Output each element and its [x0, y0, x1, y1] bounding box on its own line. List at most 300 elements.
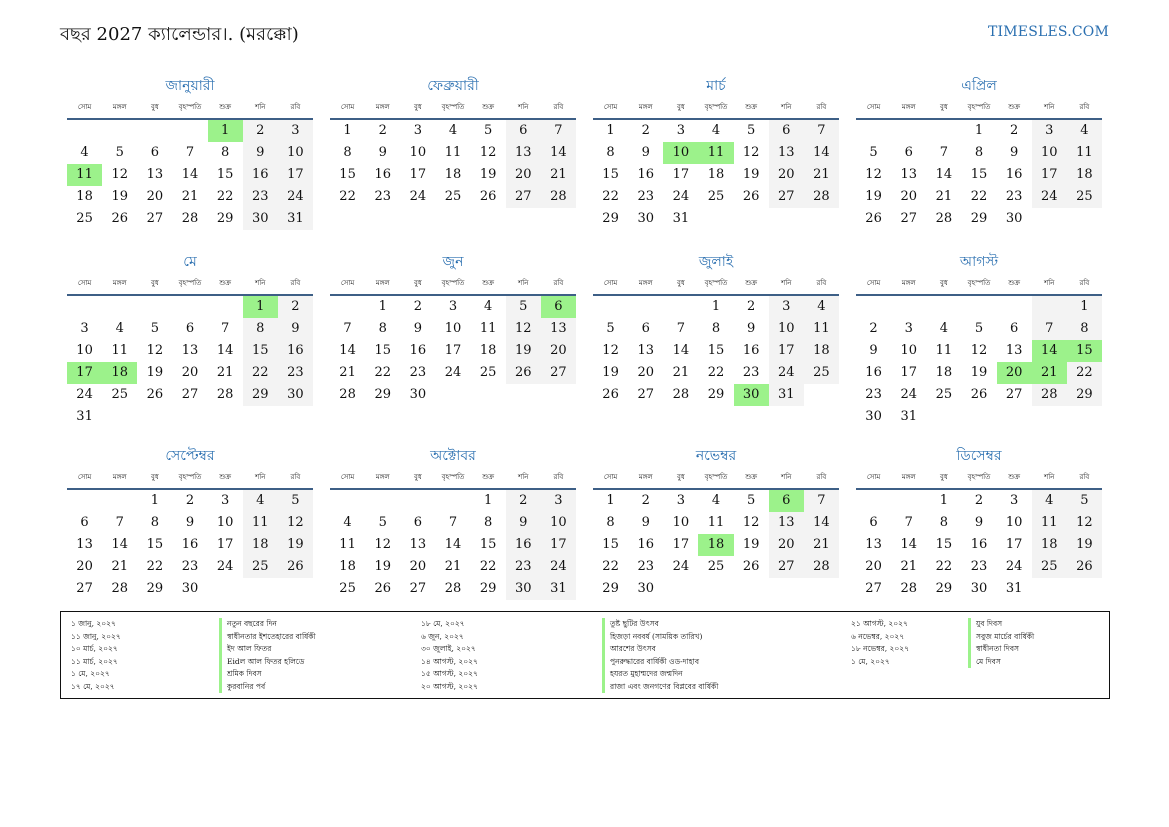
- day-cell[interactable]: 15: [374, 343, 391, 358]
- day-cell[interactable]: 25: [243, 556, 278, 578]
- day-cell[interactable]: 25: [1067, 186, 1102, 208]
- day-cell[interactable]: 20: [769, 534, 804, 556]
- day-cell[interactable]: 10: [278, 142, 313, 164]
- day-cell[interactable]: 20: [865, 559, 882, 574]
- day-cell[interactable]: 22: [1067, 362, 1102, 384]
- day-cell[interactable]: 31: [76, 409, 93, 424]
- day-cell[interactable]: 28: [935, 211, 953, 226]
- day-cell[interactable]: 19: [111, 189, 128, 204]
- day-cell[interactable]: 5: [115, 145, 124, 160]
- day-cell[interactable]: 12: [506, 318, 541, 340]
- day-cell[interactable]: 24: [216, 559, 234, 574]
- day-cell[interactable]: 18: [804, 340, 839, 362]
- day-cell[interactable]: 27: [181, 387, 199, 402]
- day-cell[interactable]: 1: [711, 299, 721, 314]
- day-cell[interactable]: 21: [216, 365, 234, 380]
- day-cell[interactable]: 27: [900, 211, 917, 226]
- day-cell[interactable]: 5: [974, 321, 984, 336]
- day-cell[interactable]: 24: [409, 189, 427, 204]
- day-cell[interactable]: 13: [900, 167, 917, 182]
- day-cell[interactable]: 6: [506, 120, 541, 142]
- day-cell[interactable]: 27: [541, 362, 576, 384]
- day-cell[interactable]: 17: [769, 340, 804, 362]
- day-cell[interactable]: 4: [483, 299, 493, 314]
- day-cell[interactable]: 16: [278, 340, 313, 362]
- day-cell[interactable]: 12: [602, 343, 619, 358]
- day-cell[interactable]: 23: [637, 189, 654, 204]
- day-cell[interactable]: 25: [339, 581, 356, 596]
- day-cell[interactable]: 5: [869, 145, 878, 160]
- day-cell[interactable]: 7: [676, 321, 685, 336]
- day-cell[interactable]: 4: [115, 321, 124, 336]
- day-cell[interactable]: 4: [711, 123, 721, 138]
- day-cell[interactable]: 22: [970, 189, 988, 204]
- day-cell[interactable]: 18: [444, 167, 462, 182]
- day-cell[interactable]: 10: [541, 512, 576, 534]
- day-cell[interactable]: 2: [243, 120, 278, 142]
- day-cell[interactable]: 30: [637, 581, 654, 596]
- day-cell[interactable]: 5: [1067, 490, 1102, 512]
- day-cell[interactable]: 26: [1067, 556, 1102, 578]
- day-cell[interactable]: 8: [343, 145, 352, 160]
- day-cell[interactable]: 18: [707, 167, 725, 182]
- day-cell[interactable]: 28: [111, 581, 128, 596]
- day-cell[interactable]: 10: [216, 515, 234, 530]
- day-cell[interactable]: 2: [869, 321, 878, 336]
- holiday-day-cell[interactable]: 6: [769, 490, 804, 512]
- day-cell[interactable]: 3: [220, 493, 230, 508]
- day-cell[interactable]: 28: [804, 556, 839, 578]
- day-cell[interactable]: 31: [769, 384, 804, 406]
- day-cell[interactable]: 5: [378, 515, 387, 530]
- day-cell[interactable]: 21: [444, 559, 462, 574]
- day-cell[interactable]: 19: [479, 167, 497, 182]
- day-cell[interactable]: 23: [409, 365, 427, 380]
- day-cell[interactable]: 11: [1032, 512, 1067, 534]
- day-cell[interactable]: 18: [1067, 164, 1102, 186]
- day-cell[interactable]: 13: [637, 343, 654, 358]
- day-cell[interactable]: 4: [448, 123, 458, 138]
- day-cell[interactable]: 29: [243, 384, 278, 406]
- day-cell[interactable]: 6: [185, 321, 195, 336]
- day-cell[interactable]: 15: [243, 340, 278, 362]
- holiday-day-cell[interactable]: 30: [734, 384, 769, 406]
- day-cell[interactable]: 15: [707, 343, 725, 358]
- day-cell[interactable]: 24: [278, 186, 313, 208]
- day-cell[interactable]: 31: [278, 208, 313, 230]
- day-cell[interactable]: 17: [900, 365, 917, 380]
- day-cell[interactable]: 9: [974, 515, 984, 530]
- day-cell[interactable]: 21: [935, 189, 953, 204]
- day-cell[interactable]: 12: [970, 343, 988, 358]
- day-cell[interactable]: 19: [865, 189, 882, 204]
- day-cell[interactable]: 6: [413, 515, 422, 530]
- day-cell[interactable]: 17: [672, 167, 690, 182]
- day-cell[interactable]: 11: [111, 343, 128, 358]
- day-cell[interactable]: 15: [339, 167, 356, 182]
- day-cell[interactable]: 9: [243, 142, 278, 164]
- day-cell[interactable]: 24: [672, 559, 690, 574]
- day-cell[interactable]: 17: [278, 164, 313, 186]
- day-cell[interactable]: 22: [602, 189, 619, 204]
- day-cell[interactable]: 30: [506, 578, 541, 600]
- day-cell[interactable]: 1: [1067, 296, 1102, 318]
- day-cell[interactable]: 27: [769, 556, 804, 578]
- day-cell[interactable]: 9: [869, 343, 878, 358]
- day-cell[interactable]: 4: [1067, 120, 1102, 142]
- day-cell[interactable]: 28: [900, 581, 917, 596]
- day-cell[interactable]: 13: [1005, 343, 1023, 358]
- day-cell[interactable]: 28: [181, 211, 199, 226]
- day-cell[interactable]: 19: [1067, 534, 1102, 556]
- day-cell[interactable]: 22: [479, 559, 497, 574]
- day-cell[interactable]: 10: [1005, 515, 1023, 530]
- day-cell[interactable]: 28: [804, 186, 839, 208]
- day-cell[interactable]: 9: [413, 321, 422, 336]
- day-cell[interactable]: 15: [602, 167, 619, 182]
- day-cell[interactable]: 9: [185, 515, 195, 530]
- day-cell[interactable]: 25: [479, 365, 497, 380]
- day-cell[interactable]: 30: [181, 581, 199, 596]
- day-cell[interactable]: 21: [111, 559, 128, 574]
- day-cell[interactable]: 19: [970, 365, 988, 380]
- day-cell[interactable]: 14: [900, 537, 917, 552]
- day-cell[interactable]: 8: [220, 145, 230, 160]
- day-cell[interactable]: 20: [76, 559, 93, 574]
- day-cell[interactable]: 4: [804, 296, 839, 318]
- day-cell[interactable]: 20: [146, 189, 164, 204]
- day-cell[interactable]: 16: [970, 537, 988, 552]
- day-cell[interactable]: 6: [1009, 321, 1019, 336]
- day-cell[interactable]: 10: [444, 321, 462, 336]
- day-cell[interactable]: 25: [707, 189, 725, 204]
- day-cell[interactable]: 24: [1032, 186, 1067, 208]
- day-cell[interactable]: 31: [900, 409, 917, 424]
- day-cell[interactable]: 24: [444, 365, 462, 380]
- day-cell[interactable]: 2: [278, 296, 313, 318]
- day-cell[interactable]: 7: [804, 490, 839, 512]
- day-cell[interactable]: 19: [146, 365, 164, 380]
- day-cell[interactable]: 9: [641, 515, 650, 530]
- day-cell[interactable]: 15: [216, 167, 234, 182]
- day-cell[interactable]: 15: [935, 537, 953, 552]
- day-cell[interactable]: 28: [216, 387, 234, 402]
- day-cell[interactable]: 11: [1067, 142, 1102, 164]
- day-cell[interactable]: 8: [606, 515, 615, 530]
- day-cell[interactable]: 18: [479, 343, 497, 358]
- day-cell[interactable]: 29: [1067, 384, 1102, 406]
- day-cell[interactable]: 5: [150, 321, 159, 336]
- day-cell[interactable]: 29: [602, 581, 619, 596]
- day-cell[interactable]: 9: [746, 321, 756, 336]
- day-cell[interactable]: 23: [181, 559, 199, 574]
- day-cell[interactable]: 10: [409, 145, 427, 160]
- day-cell[interactable]: 15: [146, 537, 164, 552]
- day-cell[interactable]: 22: [146, 559, 164, 574]
- day-cell[interactable]: 27: [637, 387, 654, 402]
- day-cell[interactable]: 11: [935, 343, 953, 358]
- day-cell[interactable]: 23: [243, 186, 278, 208]
- day-cell[interactable]: 20: [181, 365, 199, 380]
- day-cell[interactable]: 30: [637, 211, 654, 226]
- day-cell[interactable]: 12: [479, 145, 497, 160]
- day-cell[interactable]: 24: [900, 387, 917, 402]
- day-cell[interactable]: 12: [278, 512, 313, 534]
- day-cell[interactable]: 8: [974, 145, 984, 160]
- day-cell[interactable]: 30: [970, 581, 988, 596]
- day-cell[interactable]: 18: [243, 534, 278, 556]
- day-cell[interactable]: 27: [865, 581, 882, 596]
- day-cell[interactable]: 23: [1005, 189, 1023, 204]
- day-cell[interactable]: 23: [637, 559, 654, 574]
- day-cell[interactable]: 22: [374, 365, 391, 380]
- day-cell[interactable]: 17: [444, 343, 462, 358]
- day-cell[interactable]: 20: [506, 164, 541, 186]
- day-cell[interactable]: 14: [444, 537, 462, 552]
- day-cell[interactable]: 2: [974, 493, 984, 508]
- day-cell[interactable]: 26: [506, 362, 541, 384]
- day-cell[interactable]: 6: [769, 120, 804, 142]
- day-cell[interactable]: 17: [216, 537, 234, 552]
- holiday-day-cell[interactable]: 1: [208, 120, 243, 142]
- day-cell[interactable]: 17: [672, 537, 690, 552]
- day-cell[interactable]: 25: [707, 559, 725, 574]
- day-cell[interactable]: 12: [374, 537, 391, 552]
- day-cell[interactable]: 1: [606, 493, 615, 508]
- day-cell[interactable]: 15: [602, 537, 619, 552]
- day-cell[interactable]: 21: [181, 189, 199, 204]
- day-cell[interactable]: 4: [243, 490, 278, 512]
- day-cell[interactable]: 1: [378, 299, 387, 314]
- day-cell[interactable]: 1: [939, 493, 948, 508]
- day-cell[interactable]: 21: [804, 534, 839, 556]
- day-cell[interactable]: 30: [278, 384, 313, 406]
- day-cell[interactable]: 1: [974, 123, 984, 138]
- day-cell[interactable]: 8: [378, 321, 387, 336]
- day-cell[interactable]: 3: [80, 321, 89, 336]
- day-cell[interactable]: 12: [111, 167, 128, 182]
- day-cell[interactable]: 14: [339, 343, 356, 358]
- day-cell[interactable]: 23: [374, 189, 391, 204]
- day-cell[interactable]: 20: [409, 559, 427, 574]
- day-cell[interactable]: 11: [444, 145, 462, 160]
- day-cell[interactable]: 29: [374, 387, 391, 402]
- day-cell[interactable]: 15: [479, 537, 497, 552]
- holiday-day-cell[interactable]: 11: [698, 142, 733, 164]
- day-cell[interactable]: 13: [76, 537, 93, 552]
- day-cell[interactable]: 11: [339, 537, 356, 552]
- day-cell[interactable]: 7: [220, 321, 230, 336]
- day-cell[interactable]: 11: [804, 318, 839, 340]
- day-cell[interactable]: 8: [150, 515, 159, 530]
- day-cell[interactable]: 27: [146, 211, 164, 226]
- day-cell[interactable]: 2: [1009, 123, 1019, 138]
- day-cell[interactable]: 29: [935, 581, 953, 596]
- day-cell[interactable]: 3: [448, 299, 458, 314]
- day-cell[interactable]: 6: [150, 145, 159, 160]
- holiday-day-cell[interactable]: 18: [698, 534, 733, 556]
- day-cell[interactable]: 28: [541, 186, 576, 208]
- day-cell[interactable]: 8: [711, 321, 721, 336]
- holiday-day-cell[interactable]: 6: [541, 296, 576, 318]
- day-cell[interactable]: 28: [1032, 384, 1067, 406]
- day-cell[interactable]: 29: [216, 211, 234, 226]
- holiday-day-cell[interactable]: 17: [67, 362, 102, 384]
- day-cell[interactable]: 30: [409, 387, 427, 402]
- day-cell[interactable]: 21: [541, 164, 576, 186]
- day-cell[interactable]: 21: [672, 365, 690, 380]
- day-cell[interactable]: 4: [80, 145, 89, 160]
- day-cell[interactable]: 13: [181, 343, 199, 358]
- day-cell[interactable]: 24: [76, 387, 93, 402]
- day-cell[interactable]: 12: [146, 343, 164, 358]
- day-cell[interactable]: 1: [150, 493, 159, 508]
- holiday-day-cell[interactable]: 15: [1067, 340, 1102, 362]
- day-cell[interactable]: 3: [1032, 120, 1067, 142]
- day-cell[interactable]: 22: [243, 362, 278, 384]
- day-cell[interactable]: 2: [641, 493, 650, 508]
- day-cell[interactable]: 6: [80, 515, 89, 530]
- day-cell[interactable]: 12: [742, 515, 760, 530]
- day-cell[interactable]: 5: [746, 493, 756, 508]
- day-cell[interactable]: 21: [900, 559, 917, 574]
- day-cell[interactable]: 23: [865, 387, 882, 402]
- day-cell[interactable]: 26: [111, 211, 128, 226]
- day-cell[interactable]: 9: [378, 145, 387, 160]
- day-cell[interactable]: 25: [804, 362, 839, 384]
- day-cell[interactable]: 13: [409, 537, 427, 552]
- day-cell[interactable]: 15: [970, 167, 988, 182]
- day-cell[interactable]: 6: [904, 145, 913, 160]
- day-cell[interactable]: 18: [339, 559, 356, 574]
- day-cell[interactable]: 1: [483, 493, 493, 508]
- day-cell[interactable]: 10: [672, 515, 690, 530]
- day-cell[interactable]: 26: [479, 189, 497, 204]
- day-cell[interactable]: 23: [742, 365, 760, 380]
- day-cell[interactable]: 2: [641, 123, 650, 138]
- day-cell[interactable]: 22: [216, 189, 234, 204]
- day-cell[interactable]: 11: [479, 321, 497, 336]
- day-cell[interactable]: 14: [216, 343, 234, 358]
- day-cell[interactable]: 25: [935, 387, 953, 402]
- day-cell[interactable]: 9: [506, 512, 541, 534]
- day-cell[interactable]: 27: [769, 186, 804, 208]
- day-cell[interactable]: 30: [865, 409, 882, 424]
- day-cell[interactable]: 25: [111, 387, 128, 402]
- day-cell[interactable]: 16: [637, 537, 654, 552]
- day-cell[interactable]: 18: [1032, 534, 1067, 556]
- day-cell[interactable]: 9: [1009, 145, 1019, 160]
- day-cell[interactable]: 5: [746, 123, 756, 138]
- day-cell[interactable]: 26: [742, 189, 760, 204]
- day-cell[interactable]: 11: [707, 515, 725, 530]
- day-cell[interactable]: 22: [339, 189, 356, 204]
- day-cell[interactable]: 12: [1067, 512, 1102, 534]
- day-cell[interactable]: 7: [185, 145, 195, 160]
- day-cell[interactable]: 19: [278, 534, 313, 556]
- day-cell[interactable]: 18: [76, 189, 93, 204]
- holiday-day-cell[interactable]: 10: [663, 142, 698, 164]
- day-cell[interactable]: 13: [506, 142, 541, 164]
- day-cell[interactable]: 5: [606, 321, 615, 336]
- day-cell[interactable]: 4: [343, 515, 352, 530]
- day-cell[interactable]: 22: [602, 559, 619, 574]
- day-cell[interactable]: 16: [181, 537, 199, 552]
- day-cell[interactable]: 17: [1032, 164, 1067, 186]
- day-cell[interactable]: 27: [409, 581, 427, 596]
- day-cell[interactable]: 16: [742, 343, 760, 358]
- day-cell[interactable]: 3: [904, 321, 913, 336]
- day-cell[interactable]: 6: [869, 515, 878, 530]
- day-cell[interactable]: 16: [865, 365, 882, 380]
- day-cell[interactable]: 24: [1005, 559, 1023, 574]
- day-cell[interactable]: 14: [804, 512, 839, 534]
- day-cell[interactable]: 16: [243, 164, 278, 186]
- day-cell[interactable]: 26: [970, 387, 988, 402]
- day-cell[interactable]: 23: [970, 559, 988, 574]
- day-cell[interactable]: 29: [602, 211, 619, 226]
- day-cell[interactable]: 8: [243, 318, 278, 340]
- day-cell[interactable]: 17: [1005, 537, 1023, 552]
- day-cell[interactable]: 6: [641, 321, 650, 336]
- day-cell[interactable]: 16: [409, 343, 427, 358]
- holiday-day-cell[interactable]: 20: [997, 362, 1032, 384]
- holiday-day-cell[interactable]: 11: [67, 164, 102, 186]
- day-cell[interactable]: 26: [146, 387, 164, 402]
- day-cell[interactable]: 3: [541, 490, 576, 512]
- day-cell[interactable]: 9: [278, 318, 313, 340]
- day-cell[interactable]: 28: [339, 387, 356, 402]
- day-cell[interactable]: 13: [769, 512, 804, 534]
- day-cell[interactable]: 14: [111, 537, 128, 552]
- day-cell[interactable]: 4: [1032, 490, 1067, 512]
- day-cell[interactable]: 14: [935, 167, 953, 182]
- day-cell[interactable]: 12: [865, 167, 882, 182]
- day-cell[interactable]: 7: [804, 120, 839, 142]
- day-cell[interactable]: 12: [742, 145, 760, 160]
- day-cell[interactable]: 29: [707, 387, 725, 402]
- day-cell[interactable]: 28: [444, 581, 462, 596]
- day-cell[interactable]: 5: [506, 296, 541, 318]
- day-cell[interactable]: 27: [76, 581, 93, 596]
- day-cell[interactable]: 20: [541, 340, 576, 362]
- day-cell[interactable]: 3: [278, 120, 313, 142]
- day-cell[interactable]: 2: [413, 299, 422, 314]
- day-cell[interactable]: 24: [541, 556, 576, 578]
- day-cell[interactable]: 11: [243, 512, 278, 534]
- day-cell[interactable]: 14: [804, 142, 839, 164]
- day-cell[interactable]: 3: [769, 296, 804, 318]
- day-cell[interactable]: 7: [115, 515, 124, 530]
- day-cell[interactable]: 2: [746, 299, 756, 314]
- day-cell[interactable]: 1: [606, 123, 615, 138]
- day-cell[interactable]: 24: [672, 189, 690, 204]
- day-cell[interactable]: 26: [278, 556, 313, 578]
- day-cell[interactable]: 3: [676, 493, 685, 508]
- holiday-day-cell[interactable]: 1: [243, 296, 278, 318]
- day-cell[interactable]: 7: [343, 321, 352, 336]
- day-cell[interactable]: 10: [1032, 142, 1067, 164]
- day-cell[interactable]: 30: [243, 208, 278, 230]
- day-cell[interactable]: 2: [185, 493, 195, 508]
- day-cell[interactable]: 20: [637, 365, 654, 380]
- day-cell[interactable]: 1: [343, 123, 352, 138]
- day-cell[interactable]: 18: [935, 365, 953, 380]
- day-cell[interactable]: 10: [769, 318, 804, 340]
- day-cell[interactable]: 23: [278, 362, 313, 384]
- day-cell[interactable]: 29: [479, 581, 497, 596]
- day-cell[interactable]: 19: [742, 537, 760, 552]
